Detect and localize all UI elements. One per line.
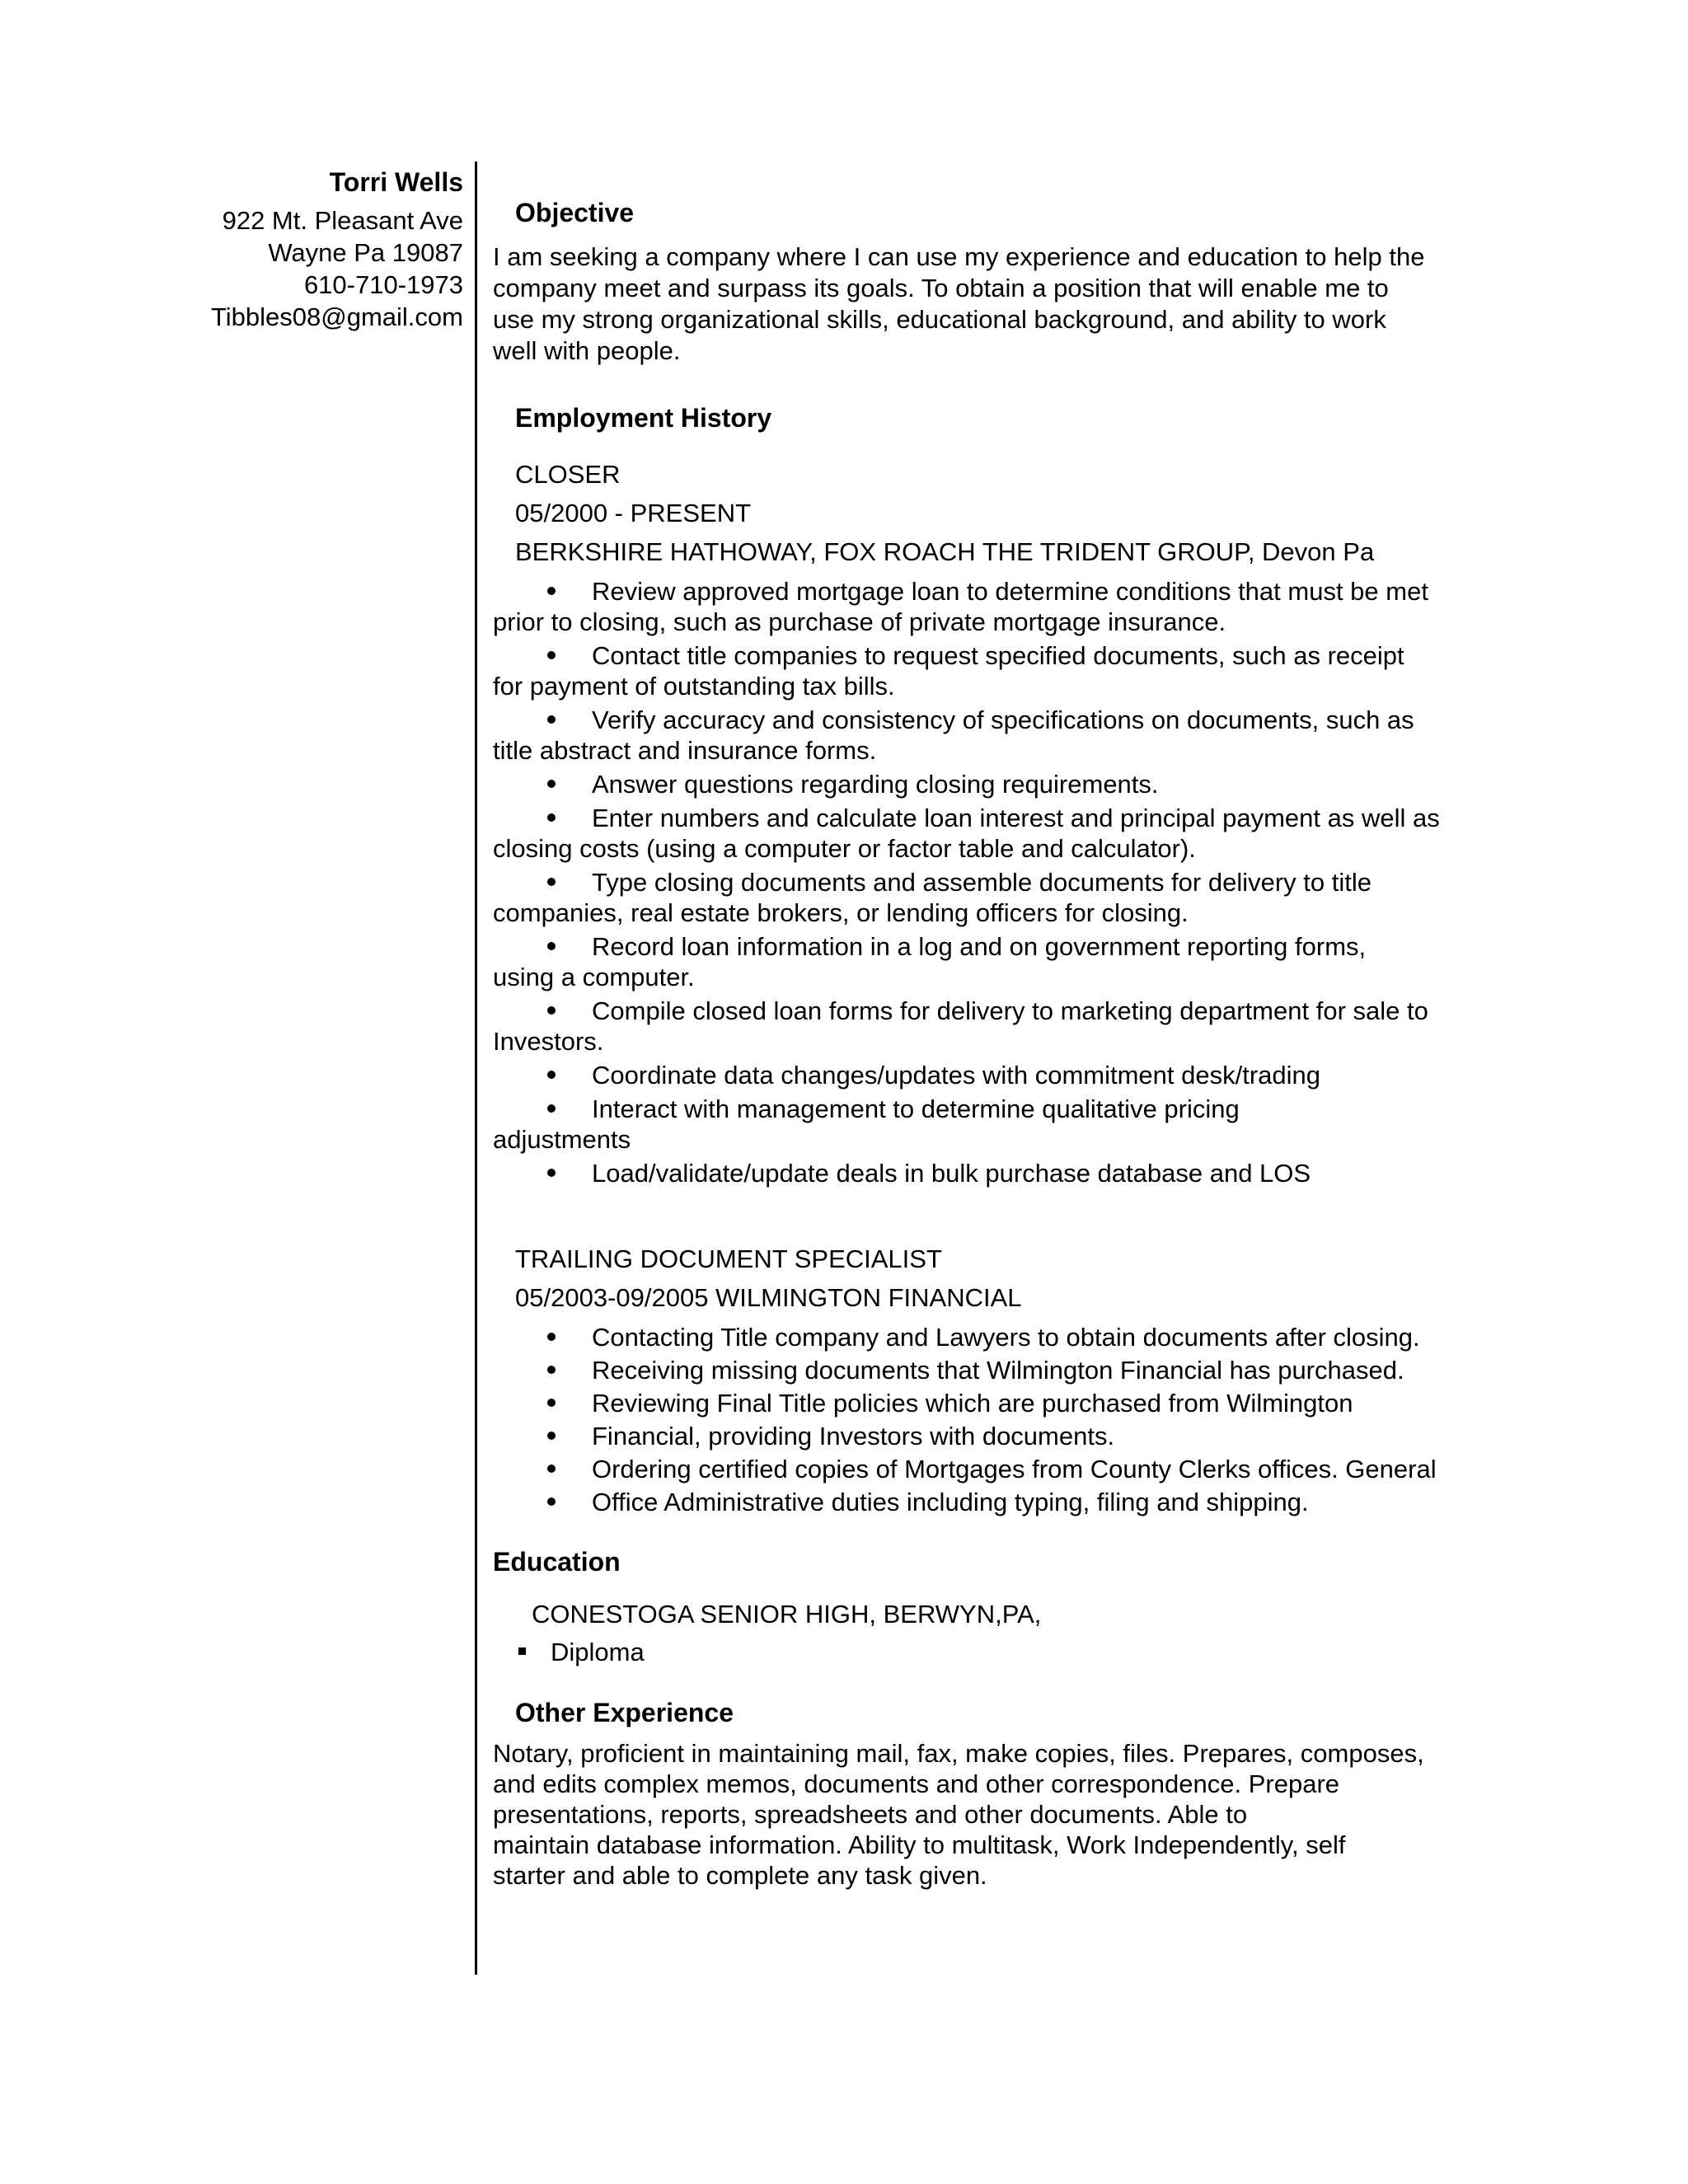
bullet-icon xyxy=(547,1399,556,1407)
objective-text xyxy=(493,241,1515,367)
bullet-icon xyxy=(547,1333,556,1341)
other-line: presentations, reports, spreadsheets and other documents. Able to xyxy=(493,1800,1248,1829)
duty-text-cont: title abstract and insurance forms. xyxy=(493,736,877,765)
objective-line: company meet and surpass its goals. To obtain a position that will enable me to xyxy=(493,274,1389,302)
list-item xyxy=(493,931,1515,992)
list-item xyxy=(493,1094,1515,1155)
bullet-icon xyxy=(547,651,556,659)
objective-line: I am seeking a company where I can use my experience and education to help the xyxy=(493,242,1425,271)
city-line: Wayne Pa 19087 xyxy=(268,238,463,267)
duty-text-cont: for payment of outstanding tax bills. xyxy=(493,672,895,701)
bullet-icon xyxy=(547,715,556,724)
degree-text: Diploma xyxy=(551,1638,645,1666)
duty-text-cont: closing costs (using a computer or factor table and calculator). xyxy=(493,834,1196,863)
candidate-name: Torri Wells xyxy=(329,167,463,197)
job-title: CLOSER xyxy=(515,460,621,489)
duty-text: Enter numbers and calculate loan interest and principal payment as well as xyxy=(592,804,1440,832)
list-item xyxy=(493,1322,1515,1352)
duty-text-cont: Investors. xyxy=(493,1027,604,1056)
list-item xyxy=(493,576,1515,637)
duty-text: Financial, providing Investors with documents. xyxy=(592,1422,1115,1451)
duty-text-cont: adjustments xyxy=(493,1125,631,1154)
resume-content xyxy=(493,198,1515,1891)
bullet-icon xyxy=(547,942,556,950)
school-name: CONESTOGA SENIOR HIGH, BERWYN,PA, xyxy=(532,1600,1042,1629)
bullet-icon xyxy=(547,587,556,595)
duty-text: Review approved mortgage loan to determine conditions that must be met xyxy=(592,577,1428,606)
bullet-icon xyxy=(547,780,556,788)
duty-text: Contacting Title company and Lawyers to obtain documents after closing. xyxy=(592,1323,1420,1352)
duty-text: Coordinate data changes/updates with commitment desk/trading xyxy=(592,1061,1320,1090)
list-item xyxy=(493,1158,1515,1188)
phone-number: 610-710-1973 xyxy=(303,270,463,299)
job-company: BERKSHIRE HATHOWAY, FOX ROACH THE TRIDENT GROUP, Devon Pa xyxy=(515,537,1375,566)
bullet-icon xyxy=(547,1366,556,1374)
address-line: 922 Mt. Pleasant Ave xyxy=(222,206,463,235)
bullet-icon xyxy=(547,1104,556,1113)
duty-text: Receiving missing documents that Wilmington Financial has purchased. xyxy=(592,1356,1404,1385)
other-line: maintain database information. Ability to multitask, Work Independently, self xyxy=(493,1830,1346,1859)
list-item xyxy=(493,1454,1515,1484)
list-item xyxy=(493,1060,1515,1090)
duty-text: Contact title companies to request specified documents, such as receipt xyxy=(592,641,1404,670)
list-item xyxy=(493,803,1515,864)
bullet-icon xyxy=(547,1006,556,1015)
duty-text: Ordering certified copies of Mortgages from County Clerks offices. General xyxy=(592,1455,1437,1483)
duty-text: Interact with management to determine qualitative pricing xyxy=(592,1094,1240,1123)
bullet-icon xyxy=(547,1497,556,1506)
list-item xyxy=(493,1487,1515,1517)
bullet-icon xyxy=(547,813,556,822)
duty-text-cont: prior to closing, such as purchase of private mortgage insurance. xyxy=(493,607,1226,636)
duty-text: Load/validate/update deals in bulk purchase database and LOS xyxy=(592,1159,1311,1188)
education-heading: Education xyxy=(493,1547,621,1577)
list-item xyxy=(493,640,1515,701)
bullet-icon xyxy=(547,878,556,886)
other-line: Notary, proficient in maintaining mail, fax, make copies, files. Prepares, composes, xyxy=(493,1739,1424,1768)
duty-text: Compile closed loan forms for delivery to marketing department for sale to xyxy=(592,996,1428,1025)
job-dates: 05/2000 - PRESENT xyxy=(515,499,752,527)
vertical-divider xyxy=(475,162,477,1975)
duty-text: Verify accuracy and consistency of specifications on documents, such as xyxy=(592,705,1414,734)
list-item xyxy=(493,1388,1515,1418)
duty-text: Record loan information in a log and on government reporting forms, xyxy=(592,932,1367,961)
bullet-icon xyxy=(547,1432,556,1440)
contact-block xyxy=(148,165,463,333)
duty-text: Office Administrative duties including typing, filing and shipping. xyxy=(592,1488,1309,1516)
objective-line: well with people. xyxy=(493,336,681,365)
duty-text: Reviewing Final Title policies which are purchased from Wilmington xyxy=(592,1389,1353,1418)
duty-text-cont: companies, real estate brokers, or lending officers for closing. xyxy=(493,898,1189,927)
spacer xyxy=(493,1192,1515,1240)
degree-item xyxy=(493,1633,1515,1671)
duty-text: Type closing documents and assemble documents for delivery to title xyxy=(592,868,1372,897)
list-item xyxy=(493,769,1515,799)
bullet-icon xyxy=(547,1465,556,1473)
list-item xyxy=(493,1355,1515,1385)
job-dates-company: 05/2003-09/2005 WILMINGTON FINANCIAL xyxy=(515,1283,1022,1312)
list-item xyxy=(493,867,1515,928)
bullet-icon xyxy=(547,1169,556,1177)
list-item xyxy=(493,705,1515,766)
list-item xyxy=(493,996,1515,1057)
email-address[interactable]: Tibbles08@gmail.com xyxy=(211,302,463,331)
job1-duties-list xyxy=(493,576,1515,1188)
duty-text: Answer questions regarding closing requirements. xyxy=(592,770,1159,799)
objective-line: use my strong organizational skills, educational background, and ability to work xyxy=(493,305,1386,334)
square-bullet-icon xyxy=(518,1647,526,1655)
other-experience-heading: Other Experience xyxy=(515,1698,734,1727)
bullet-icon xyxy=(547,1071,556,1079)
objective-heading: Objective xyxy=(515,198,635,227)
employment-heading: Employment History xyxy=(515,403,772,433)
other-line: starter and able to complete any task given. xyxy=(493,1861,987,1890)
other-line: and edits complex memos, documents and other correspondence. Prepare xyxy=(493,1769,1340,1798)
list-item xyxy=(493,1421,1515,1451)
job-title: TRAILING DOCUMENT SPECIALIST xyxy=(515,1244,942,1273)
duty-text-cont: using a computer. xyxy=(493,963,695,991)
other-experience-text xyxy=(493,1738,1515,1891)
job2-duties-list xyxy=(493,1322,1515,1517)
